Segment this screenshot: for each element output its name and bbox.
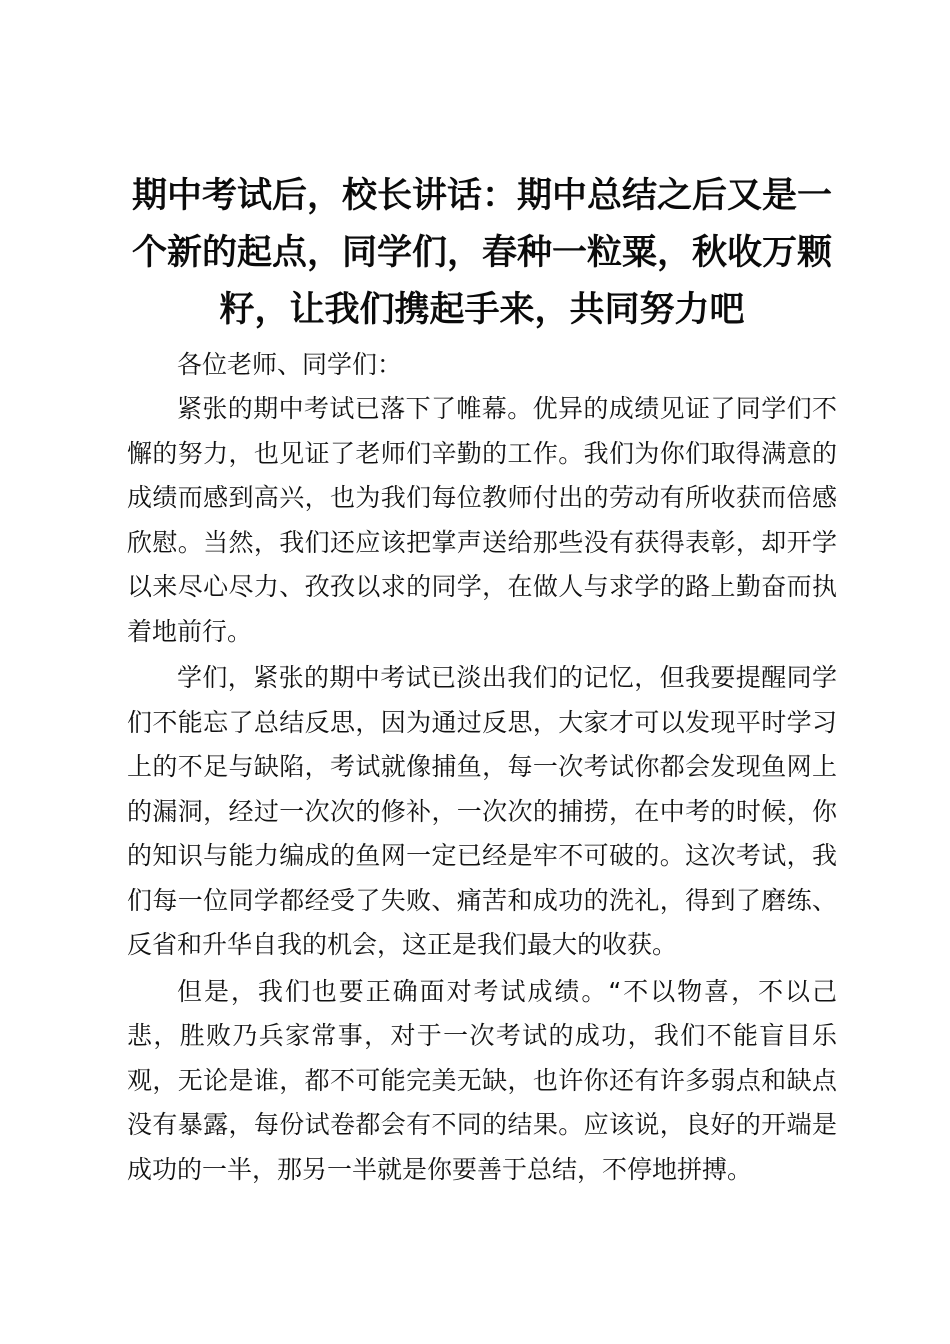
document-body xyxy=(127,168,837,1192)
salutation: 各位老师、同学们： xyxy=(177,350,403,379)
paragraph-2: 学们，紧张的期中考试已淡出我们的记忆，但我要提醒同学们不能忘了总结反思，因为通过反思，大家才可以发现平时学习上的不足与缺陷，考试就像捕鱼，每一次考试你都会发现鱼网上的漏洞，经过一次次的修补，一次次的捕捞，在中考的时候，你的知识与能力编成的鱼网一定已经是牢不可破的。这次考试，我们每一位同学都经受了失败、痛苦和成功的洗礼，得到了磨练、反省和升华自我的机会，这正是我们最大的收获。 xyxy=(127,663,837,959)
paragraph-3: 但是，我们也要正确面对考试成绩。“不以物喜，不以己悲，胜败乃兵家常事，对于一次考试的成功，我们不能盲目乐观，无论是谁，都不可能完美无缺，也许你还有许多弱点和缺点没有暴露，每份试卷都会有不同的结果。应该说，良好的开端是成功的一半，那另一半就是你要善于总结，不停地拼搏。 xyxy=(127,976,837,1184)
paragraph-1: 紧张的期中考试已落下了帷幕。优异的成绩见证了同学们不懈的努力，也见证了老师们辛勤的工作。我们为你们取得满意的成绩而感到高兴，也为我们每位教师付出的劳动有所收获而倍感欣慰。当然，我们还应该把掌声送给那些没有获得表彰，却开学以来尽心尽力、孜孜以求的同学，在做人与求学的路上勤奋而执着地前行。 xyxy=(127,394,837,646)
document-title: 期中考试后，校长讲话：期中总结之后又是一个新的起点，同学们，春种一粒粟，秋收万颗籽，让我们携起手来，共同努力吧 xyxy=(131,176,832,330)
